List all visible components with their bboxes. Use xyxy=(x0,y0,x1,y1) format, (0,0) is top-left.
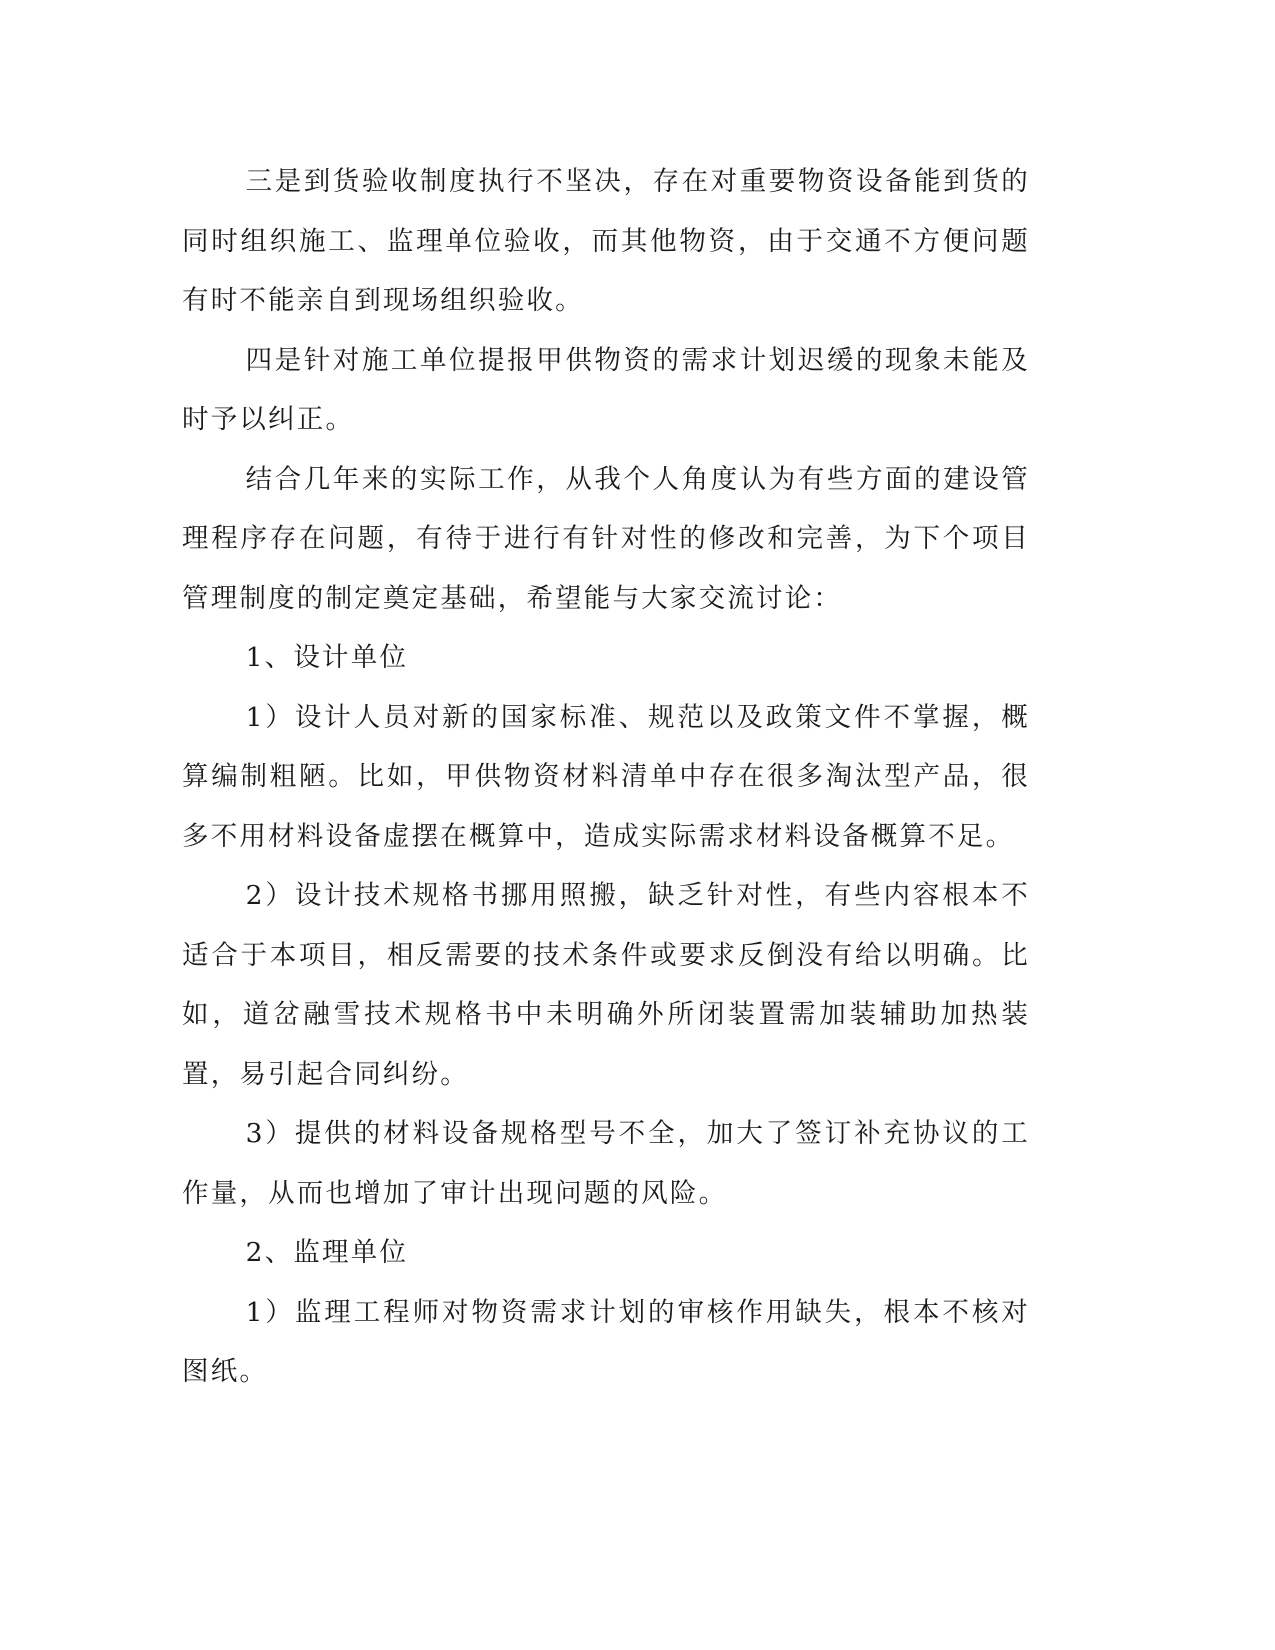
paragraph-acceptance-system: 三是到货验收制度执行不坚决，存在对重要物资设备能到货的同时组织施工、监理单位验收，而其他物资，由于交通不方便问题有时不能亲自到现场组织验收。 xyxy=(182,166,1030,316)
paragraph-demand-plan-delay: 四是针对施工单位提报甲供物资的需求计划迟缓的现象未能及时予以纠正。 xyxy=(182,344,1030,435)
document-page xyxy=(182,152,1030,1402)
paragraph-design-item-1: 1）设计人员对新的国家标准、规范以及政策文件不掌握，概算编制粗陋。比如，甲供物资材料清单中存在很多淘汰型产品，很多不用材料设备虚摆在概算中，造成实际需求材料设备概算不足。 xyxy=(182,701,1030,852)
section-heading-supervision-unit: 2、监理单位 xyxy=(245,1237,409,1268)
section-heading-design-unit: 1、设计单位 xyxy=(245,642,409,673)
paragraph-introduction: 结合几年来的实际工作，从我个人角度认为有些方面的建设管理程序存在问题，有待于进行有针对性的修改和完善，为下个项目管理制度的制定奠定基础，希望能与大家交流讨论： xyxy=(182,463,1030,614)
paragraph-design-item-2: 2）设计技术规格书挪用照搬，缺乏针对性，有些内容根本不适合于本项目，相反需要的技术条件或要求反倒没有给以明确。比如，道岔融雪技术规格书中未明确外所闭装置需加装辅助加热装置，易引起合同纠纷。 xyxy=(182,880,1030,1090)
paragraph-design-item-3: 3）提供的材料设备规格型号不全，加大了签订补充协议的工作量，从而也增加了审计出现问题的风险。 xyxy=(182,1118,1030,1209)
paragraph-supervision-item-1: 1）监理工程师对物资需求计划的审核作用缺失，根本不核对图纸。 xyxy=(182,1296,1030,1387)
